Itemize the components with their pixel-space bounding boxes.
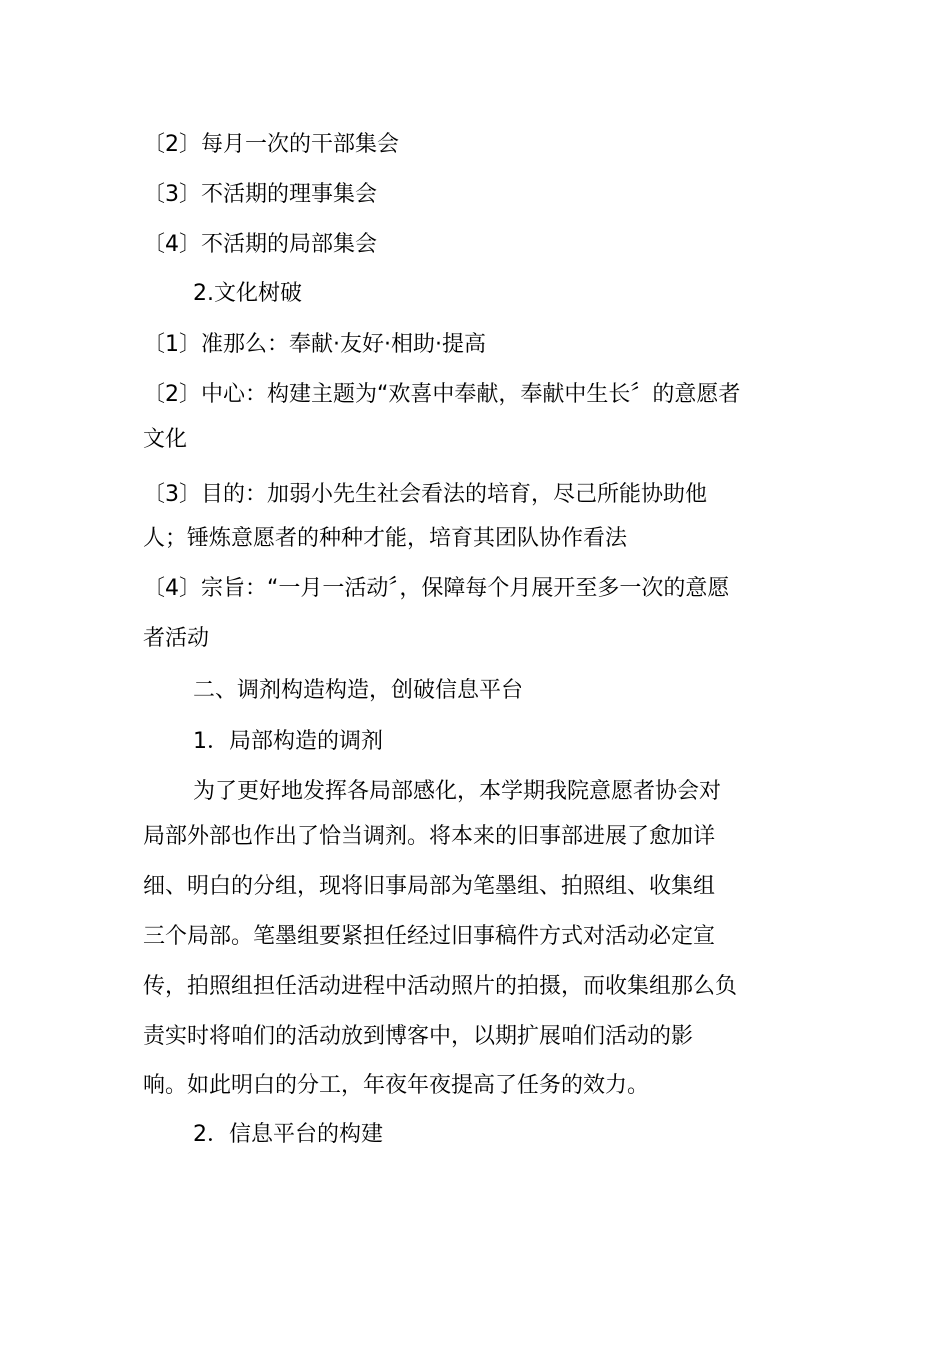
list-item-core-continued: 文化 bbox=[143, 427, 188, 452]
paragraph-line: 局部外部也作出了恰当调剂。将本来的旧事部进展了愈加详 bbox=[143, 824, 716, 849]
section-heading-structure: 二、调剂构造构造，创破信息平台 bbox=[193, 678, 524, 703]
list-item-goal: 〔3〕目的：加弱小先生社会看法的培育，尽己所能协助他 bbox=[143, 482, 707, 507]
list-item-purpose-continued: 者活动 bbox=[143, 626, 210, 651]
subheading-structure-adjustment: 1．局部构造的调剂 bbox=[193, 729, 383, 754]
list-item-council-meeting: 〔3〕不活期的理事集会 bbox=[143, 182, 377, 207]
paragraph-line: 三个局部。笔墨组要紧担任经过旧事稿件方式对活动必定宣 bbox=[143, 924, 716, 949]
section-heading-culture: 2.文化树破 bbox=[193, 281, 302, 306]
paragraph-line: 为了更好地发挥各局部感化，本学期我院意愿者协会对 bbox=[193, 779, 722, 804]
list-item-principles: 〔1〕准那么：奉献·友好·相助·提高 bbox=[143, 332, 486, 357]
paragraph-line: 响。如此明白的分工，年夜年夜提高了任务的效力。 bbox=[143, 1073, 650, 1098]
paragraph-line: 责实时将咱们的活动放到博客中，以期扩展咱们活动的影 bbox=[143, 1024, 694, 1049]
list-item-purpose: 〔4〕宗旨：“一月一活动〞，保障每个月展开至多一次的意愿 bbox=[143, 576, 730, 601]
list-item-core: 〔2〕中心：构建主题为“欢喜中奉献，奉献中生长〞的意愿者 bbox=[143, 382, 741, 407]
paragraph-line: 细、明白的分组，现将旧事局部为笔墨组、拍照组、收集组 bbox=[143, 874, 716, 899]
list-item-department-meeting: 〔4〕不活期的局部集会 bbox=[143, 232, 377, 257]
paragraph-line: 传，拍照组担任活动进程中活动照片的拍摄，而收集组那么负 bbox=[143, 974, 738, 999]
list-item-monthly-cadre-meeting: 〔2〕每月一次的干部集会 bbox=[143, 132, 399, 157]
subheading-info-platform: 2．信息平台的构建 bbox=[193, 1122, 383, 1147]
list-item-goal-continued: 人；锤炼意愿者的种种才能，培育其团队协作看法 bbox=[143, 526, 628, 551]
